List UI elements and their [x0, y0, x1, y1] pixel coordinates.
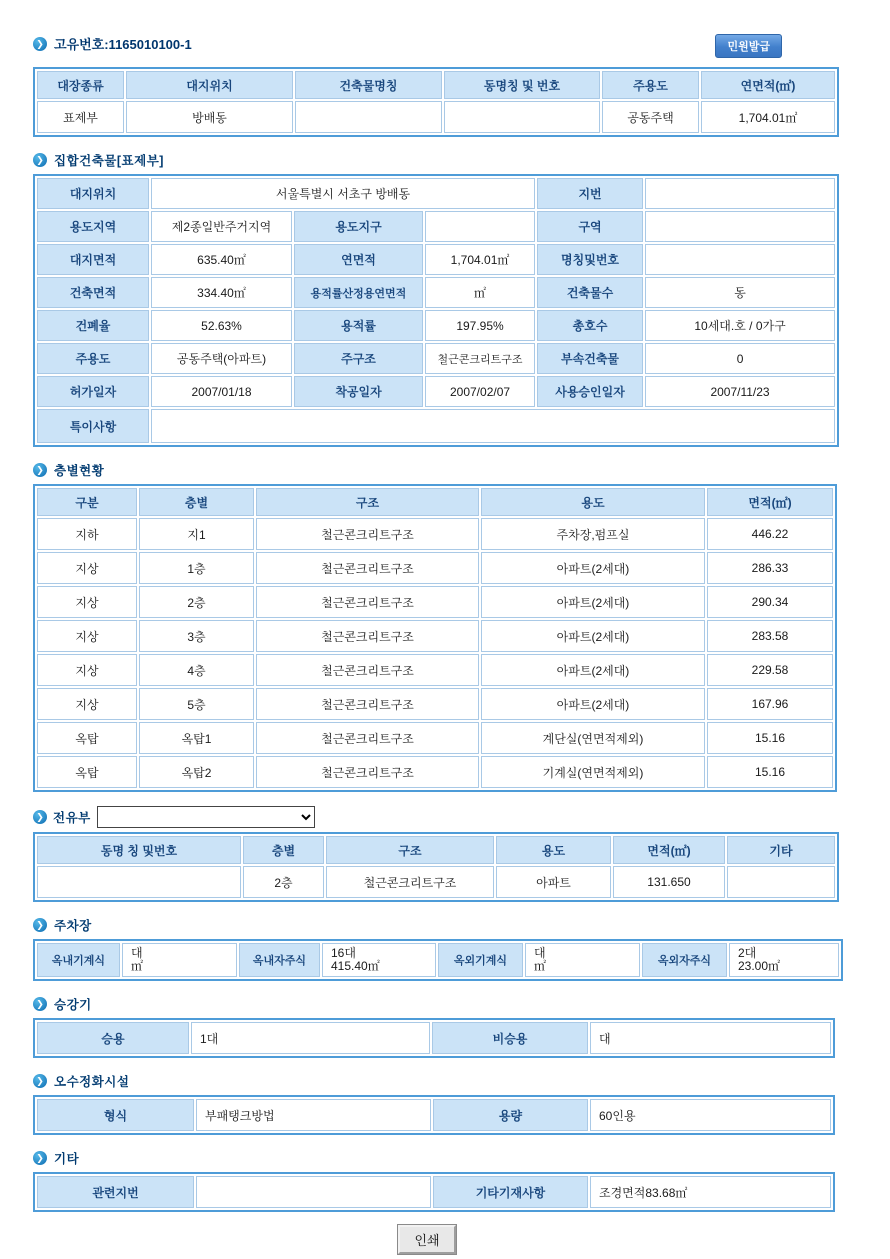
- floor-cell: 지1: [139, 518, 254, 550]
- floor-cell: 지상: [37, 552, 137, 584]
- field-label-start-date: 착공일자: [294, 376, 423, 407]
- floor-cell: 지하: [37, 518, 137, 550]
- floor-cell: 229.58: [707, 654, 833, 686]
- floor-row: [37, 688, 833, 720]
- field-value-household-count: 10세대.호 / 0가구: [645, 310, 835, 341]
- arrow-bullet-icon: ❯: [33, 918, 47, 932]
- floor-cell: 철근콘크리트구조: [256, 756, 479, 788]
- field-value-building-area: 334.40㎡: [151, 277, 292, 308]
- floor-cell: 5층: [139, 688, 254, 720]
- floor-cell: 아파트(2세대): [481, 688, 705, 720]
- civil-issue-button[interactable]: 민원발급: [715, 34, 782, 58]
- etc-table: [33, 1172, 835, 1212]
- field-value-special-note: [151, 409, 835, 443]
- field-label-site-area: 대지면적: [37, 244, 149, 275]
- print-button[interactable]: 인쇄: [398, 1225, 455, 1254]
- parking-value-indoor-self: 16대 415.40㎡: [322, 943, 436, 977]
- exclusive-cell-dong-name: [37, 866, 241, 898]
- section-elevator-title: 승강기: [54, 998, 92, 1012]
- elevator-label-passenger: 승용: [37, 1022, 189, 1054]
- field-label-building-area: 건축면적: [37, 277, 149, 308]
- summary-table: [33, 67, 839, 137]
- field-value-permit-date: 2007/01/18: [151, 376, 292, 407]
- field-label-name-number: 명칭및번호: [537, 244, 643, 275]
- section-exclusive: [33, 806, 821, 828]
- summary-header-register-type: 대장종류: [37, 71, 124, 99]
- floor-header-structure: 구조: [256, 488, 479, 516]
- arrow-bullet-icon: ❯: [33, 37, 47, 51]
- parking-table: [33, 939, 843, 981]
- field-label-household-count: 총호수: [537, 310, 643, 341]
- floor-cell: 지상: [37, 620, 137, 652]
- arrow-bullet-icon: ❯: [33, 1074, 47, 1088]
- field-label-use-district: 용도지구: [294, 211, 423, 242]
- section-parking-title: 주차장: [54, 919, 92, 933]
- arrow-bullet-icon: ❯: [33, 997, 47, 1011]
- exclusive-cell-area: 131.650: [613, 866, 725, 898]
- floor-cell: 옥탑2: [139, 756, 254, 788]
- floor-row: [37, 552, 833, 584]
- floor-row: [37, 518, 833, 550]
- floor-row: [37, 654, 833, 686]
- exclusive-cell-use: 아파트: [496, 866, 611, 898]
- field-label-permit-date: 허가일자: [37, 376, 149, 407]
- field-value-use-area: 제2종일반주거지역: [151, 211, 292, 242]
- section-etc-title: 기타: [54, 1152, 80, 1166]
- field-label-main-structure: 주구조: [294, 343, 423, 374]
- field-value-start-date: 2007/02/07: [425, 376, 535, 407]
- floor-cell: 기계실(연면적제외): [481, 756, 705, 788]
- floor-cell: 15.16: [707, 756, 833, 788]
- summary-header-total-area: 연면적(㎡): [701, 71, 835, 99]
- field-label-zone: 구역: [537, 211, 643, 242]
- field-value-main-structure: 철근콘크리트구조: [425, 343, 535, 374]
- section-sewage: [33, 1072, 821, 1090]
- etc-value-related-jibun: [196, 1176, 431, 1208]
- elevator-value-non-passenger: 대: [590, 1022, 831, 1054]
- floor-cell: 주차장,펌프실: [481, 518, 705, 550]
- field-value-floor-area-ratio: 197.95%: [425, 310, 535, 341]
- floor-cell: 290.34: [707, 586, 833, 618]
- field-label-building-count: 건축물수: [537, 277, 643, 308]
- section-etc: [33, 1149, 821, 1167]
- summary-cell-building-name: [295, 101, 442, 133]
- parking-label-outdoor-self: 옥외자주식: [642, 943, 727, 977]
- field-label-coverage-ratio: 건폐율: [37, 310, 149, 341]
- floor-cell: 옥탑: [37, 756, 137, 788]
- floor-row: [37, 586, 833, 618]
- parking-label-indoor-mechanical: 옥내기계식: [37, 943, 120, 977]
- elevator-table: [33, 1018, 835, 1058]
- elevator-value-passenger: 1대: [191, 1022, 430, 1054]
- exclusive-cell-etc: [727, 866, 835, 898]
- doc-number-row: [33, 34, 821, 53]
- floor-cell: 167.96: [707, 688, 833, 720]
- parking-value-outdoor-self: 2대 23.00㎡: [729, 943, 839, 977]
- field-label-site-location: 대지위치: [37, 178, 149, 209]
- field-label-far-area: 용적률산정용연면적: [294, 277, 423, 308]
- floor-cell: 286.33: [707, 552, 833, 584]
- exclusive-header-dong-name: 동명 칭 및번호: [37, 836, 241, 864]
- floor-cell: 3층: [139, 620, 254, 652]
- field-value-name-number: [645, 244, 835, 275]
- exclusive-cell-floor: 2층: [243, 866, 324, 898]
- floor-cell: 아파트(2세대): [481, 586, 705, 618]
- field-label-jibun: 지번: [537, 178, 643, 209]
- floor-cell: 철근콘크리트구조: [256, 654, 479, 686]
- sewage-table: [33, 1095, 835, 1135]
- arrow-bullet-icon: ❯: [33, 1151, 47, 1165]
- floor-row: [37, 722, 833, 754]
- section-elevator: [33, 995, 821, 1013]
- summary-header-building-name: 건축물명칭: [295, 71, 442, 99]
- summary-cell-main-use: 공동주택: [602, 101, 699, 133]
- floor-cell: 옥탑1: [139, 722, 254, 754]
- field-value-jibun: [645, 178, 835, 209]
- floor-row: [37, 620, 833, 652]
- floor-cell: 아파트(2세대): [481, 620, 705, 652]
- floor-cell: 철근콘크리트구조: [256, 620, 479, 652]
- field-label-annex-building: 부속건축물: [537, 343, 643, 374]
- field-value-use-district: [425, 211, 535, 242]
- field-label-use-area: 용도지역: [37, 211, 149, 242]
- summary-cell-register-type: 표제부: [37, 101, 124, 133]
- etc-label-other-notes: 기타기재사항: [433, 1176, 588, 1208]
- print-button-area: [33, 1225, 821, 1254]
- sewage-label-capacity: 용량: [433, 1099, 588, 1131]
- floor-cell: 지상: [37, 654, 137, 686]
- etc-value-other-notes: 조경면적83.68㎡: [590, 1176, 831, 1208]
- section-exclusive-title: 전유부: [53, 811, 91, 825]
- exclusive-table: [33, 832, 839, 902]
- field-label-total-floor-area: 연면적: [294, 244, 423, 275]
- floor-header-use: 용도: [481, 488, 705, 516]
- floor-cell: 옥탑: [37, 722, 137, 754]
- field-value-approval-date: 2007/11/23: [645, 376, 835, 407]
- floor-cell: 4층: [139, 654, 254, 686]
- elevator-label-non-passenger: 비승용: [432, 1022, 588, 1054]
- floor-header-floor: 층별: [139, 488, 254, 516]
- section-parking: [33, 916, 821, 934]
- exclusive-cell-structure: 철근콘크리트구조: [326, 866, 494, 898]
- arrow-bullet-icon: ❯: [33, 810, 47, 824]
- floor-cell: 계단실(연면적제외): [481, 722, 705, 754]
- floor-cell: 지상: [37, 688, 137, 720]
- field-label-floor-area-ratio: 용적률: [294, 310, 423, 341]
- etc-label-related-jibun: 관련지번: [37, 1176, 194, 1208]
- exclusive-header-structure: 구조: [326, 836, 494, 864]
- exclusive-unit-select[interactable]: [97, 806, 315, 828]
- doc-number: 고유번호:1165010100-1: [54, 37, 192, 52]
- field-value-site-area: 635.40㎡: [151, 244, 292, 275]
- exclusive-header-area: 면적(㎡): [613, 836, 725, 864]
- field-value-main-use: 공동주택(아파트): [151, 343, 292, 374]
- floor-cell: 지상: [37, 586, 137, 618]
- summary-header-site-location: 대지위치: [126, 71, 293, 99]
- floor-cell: 아파트(2세대): [481, 552, 705, 584]
- exclusive-header-floor: 층별: [243, 836, 324, 864]
- floor-cell: 철근콘크리트구조: [256, 518, 479, 550]
- field-value-total-floor-area: 1,704.01㎡: [425, 244, 535, 275]
- floor-cell: 15.16: [707, 722, 833, 754]
- floor-header-area: 면적(㎡): [707, 488, 833, 516]
- floor-cell: 철근콘크리트구조: [256, 688, 479, 720]
- floor-cell: 446.22: [707, 518, 833, 550]
- section-floors: [33, 461, 821, 479]
- sewage-value-type: 부패탱크방법: [196, 1099, 431, 1131]
- floor-header-category: 구분: [37, 488, 137, 516]
- exclusive-header-use: 용도: [496, 836, 611, 864]
- floor-cell: 2층: [139, 586, 254, 618]
- exclusive-header-etc: 기타: [727, 836, 835, 864]
- parking-label-indoor-self: 옥내자주식: [239, 943, 320, 977]
- field-value-annex-building: 0: [645, 343, 835, 374]
- field-value-far-area: ㎡: [425, 277, 535, 308]
- floor-cell: 아파트(2세대): [481, 654, 705, 686]
- floor-cell: 철근콘크리트구조: [256, 722, 479, 754]
- sewage-value-capacity: 60인용: [590, 1099, 831, 1131]
- parking-label-outdoor-mechanical: 옥외기계식: [438, 943, 523, 977]
- floor-cell: 283.58: [707, 620, 833, 652]
- field-value-zone: [645, 211, 835, 242]
- summary-cell-dong-number: [444, 101, 600, 133]
- floor-row: [37, 756, 833, 788]
- parking-value-indoor-mechanical: 대 ㎡: [122, 943, 237, 977]
- section-building-title: 집합건축물[표제부]: [54, 154, 164, 168]
- field-value-coverage-ratio: 52.63%: [151, 310, 292, 341]
- floor-cell: 1층: [139, 552, 254, 584]
- field-label-main-use: 주용도: [37, 343, 149, 374]
- floor-cell: 철근콘크리트구조: [256, 552, 479, 584]
- arrow-bullet-icon: ❯: [33, 463, 47, 477]
- floor-cell: 철근콘크리트구조: [256, 586, 479, 618]
- section-building: [33, 151, 821, 169]
- field-value-building-count: 동: [645, 277, 835, 308]
- summary-cell-total-area: 1,704.01㎡: [701, 101, 835, 133]
- floor-table: [33, 484, 837, 792]
- sewage-label-type: 형식: [37, 1099, 194, 1131]
- summary-header-main-use: 주용도: [602, 71, 699, 99]
- arrow-bullet-icon: ❯: [33, 153, 47, 167]
- summary-cell-site-location: 방배동: [126, 101, 293, 133]
- section-sewage-title: 오수정화시설: [54, 1075, 130, 1089]
- field-label-special-note: 특이사항: [37, 409, 149, 443]
- building-table: [33, 174, 839, 447]
- section-floors-title: 층별현황: [54, 464, 105, 478]
- field-value-site-location: 서울특별시 서초구 방배동: [151, 178, 535, 209]
- summary-header-dong-number: 동명칭 및 번호: [444, 71, 600, 99]
- parking-value-outdoor-mechanical: 대 ㎡: [525, 943, 640, 977]
- field-label-approval-date: 사용승인일자: [537, 376, 643, 407]
